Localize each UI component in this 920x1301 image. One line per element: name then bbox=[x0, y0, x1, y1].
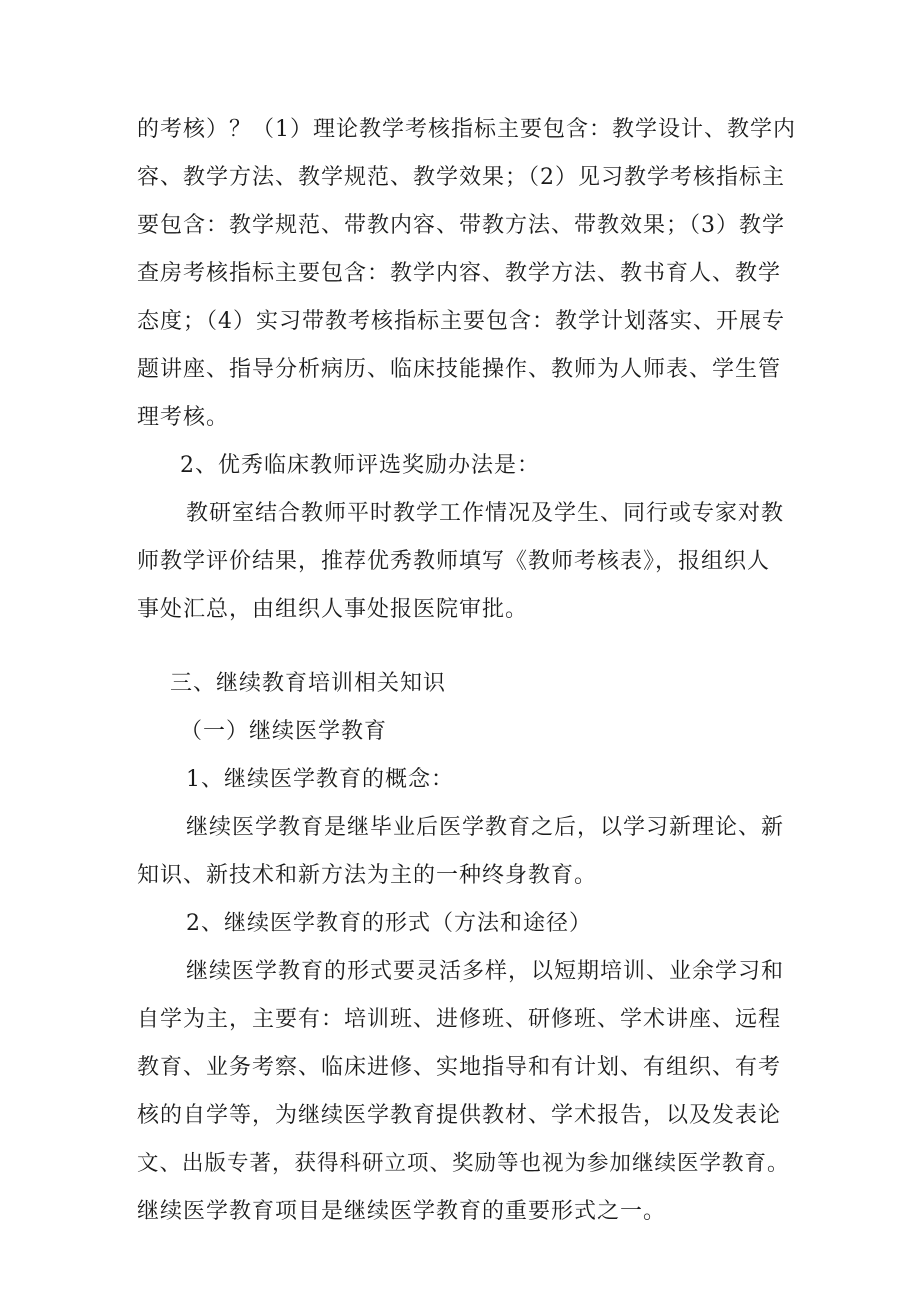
paragraph-line: 事处汇总，由组织人事处报医院审批。 bbox=[137, 597, 529, 622]
paragraph-line: 查房考核指标主要包含：教学内容、教学方法、教书育人、教学 bbox=[137, 261, 782, 286]
paragraph-line: 态度；（4）实习带教考核指标主要包含：教学计划落实、开展专 bbox=[137, 309, 785, 334]
section-heading: 1、继续医学教育的概念： bbox=[186, 767, 454, 792]
paragraph-line: 核的自学等，为继续医学教育提供教材、学术报告，以及发表论 bbox=[137, 1103, 782, 1128]
subsection-heading: （一）继续医学教育 bbox=[180, 719, 388, 744]
paragraph-line: 继续医学教育的形式要灵活多样，以短期培训、业余学习和 bbox=[186, 959, 785, 984]
paragraph-line: 理考核。 bbox=[137, 405, 230, 430]
paragraph-line: 师教学评价结果，推荐优秀教师填写《教师考核表》，报组织人 bbox=[137, 549, 771, 574]
paragraph-line: 题讲座、指导分析病历、临床技能操作、教师为人师表、学生管 bbox=[137, 357, 782, 382]
paragraph-line: 要包含：教学规范、带教内容、带教方法、带教效果；（3）教学 bbox=[137, 213, 785, 238]
paragraph-line: 文、出版专著，获得科研立项、奖励等也视为参加继续医学教育。 bbox=[137, 1151, 790, 1176]
section-heading: 2、继续医学教育的形式（方法和途径） bbox=[186, 911, 592, 936]
paragraph-line: 教育、业务考察、临床进修、实地指导和有计划、有组织、有考 bbox=[137, 1055, 782, 1080]
paragraph-line: 自学为主，主要有：培训班、进修班、研修班、学术讲座、远程 bbox=[137, 1007, 782, 1032]
paragraph-line: 继续医学教育是继毕业后医学教育之后，以学习新理论、新 bbox=[186, 815, 785, 840]
paragraph-line: 教研室结合教师平时教学工作情况及学生、同行或专家对教 bbox=[186, 501, 785, 526]
paragraph-line: 知识、新技术和新方法为主的一种终身教育。 bbox=[137, 863, 598, 888]
paragraph-line: 继续医学教育项目是继续医学教育的重要形式之一。 bbox=[137, 1199, 667, 1224]
chapter-heading: 三、继续教育培训相关知识 bbox=[170, 671, 447, 696]
paragraph-line: 的考核）？（1）理论教学考核指标主要包含：教学设计、教学内 bbox=[137, 117, 796, 142]
paragraph-line: 容、教学方法、教学规范、教学效果；（2）见习教学考核指标主 bbox=[137, 165, 785, 190]
section-heading: 2、优秀临床教师评选奖励办法是： bbox=[180, 453, 540, 478]
